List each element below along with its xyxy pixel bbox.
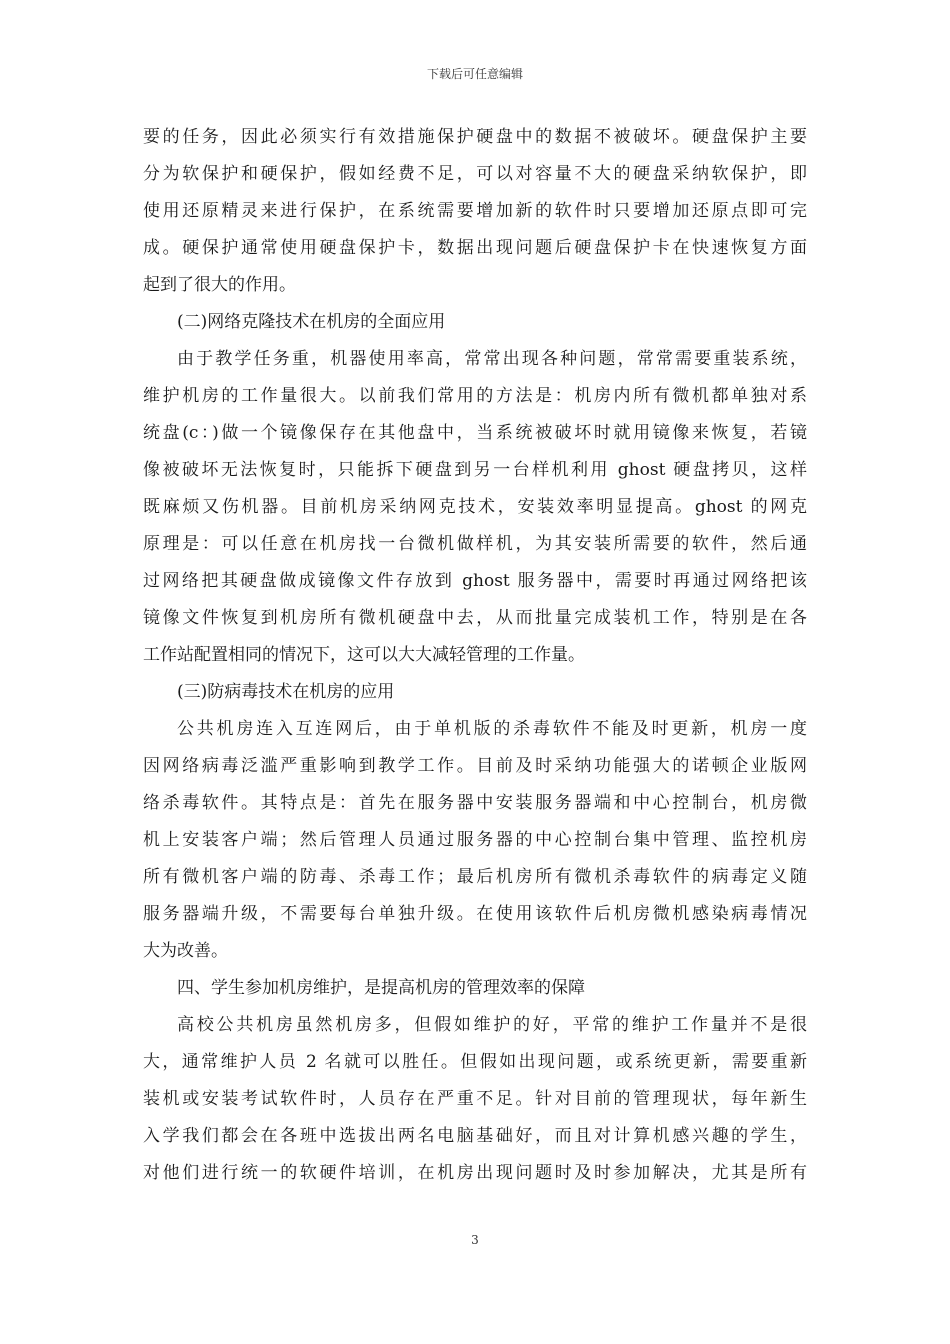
text-line: 公共机房连入互连网后，由于单机版的杀毒软件不能及时更新，机房一度 [177,719,807,739]
text-line: 既麻烦又伤机器。目前机房采纳网克技术，安装效率明显提高。ghost 的网克 [143,497,807,517]
text-line: 维护机房的工作量很大。以前我们常用的方法是：机房内所有微机都单独对系 [143,386,807,406]
text-line: 络杀毒软件。其特点是：首先在服务器中安装服务器端和中心控制台，机房微 [143,793,807,813]
text-line: (二)网络克隆技术在机房的全面应用 [177,312,446,332]
text-line: 机上安装客户端；然后管理人员通过服务器的中心控制台集中管理、监控机房 [143,830,807,850]
page-header: 下载后可任意编辑 [426,67,523,81]
text-line: 过网络把其硬盘做成镜像文件存放到 ghost 服务器中，需要时再通过网络把该 [143,571,807,591]
text-line: 入学我们都会在各班中选拔出两名电脑基础好，而且对计算机感兴趣的学生， [143,1126,807,1146]
text-line: 统盘(c：)做一个镜像保存在其他盘中，当系统被破坏时就用镜像来恢复，若镜 [143,423,807,443]
text-line: 所有微机客户端的防毒、杀毒工作；最后机房所有微机杀毒软件的病毒定义随 [143,867,807,887]
text-line: 起到了很大的作用。 [143,275,296,295]
text-line: 分为软保护和硬保护，假如经费不足，可以对容量不大的硬盘采纳软保护，即 [143,164,807,184]
text-line: 由于教学任务重，机器使用率高，常常出现各种问题，常常需要重装系统， [177,349,807,369]
text-line: (三)防病毒技术在机房的应用 [177,682,395,702]
text-line: 高校公共机房虽然机房多，但假如维护的好，平常的维护工作量并不是很 [177,1015,807,1035]
text-line: 大，通常维护人员 2 名就可以胜任。但假如出现问题，或系统更新，需要重新 [143,1052,807,1072]
body-text [143,119,807,1192]
text-line: 工作站配置相同的情况下，这可以大大减轻管理的工作量。 [143,645,585,665]
text-line: 使用还原精灵来进行保护，在系统需要增加新的软件时只要增加还原点即可完 [143,201,807,221]
text-line: 四、学生参加机房维护，是提高机房的管理效率的保障 [177,978,585,998]
text-line: 大为改善。 [143,941,228,961]
text-line: 原理是：可以任意在机房找一台微机做样机，为其安装所需要的软件，然后通 [143,534,807,554]
text-line: 像被破坏无法恢复时，只能拆下硬盘到另一台样机利用 ghost 硬盘拷贝，这样 [143,460,807,480]
page-number: 3 [471,1233,479,1247]
text-line: 因网络病毒泛滥严重影响到教学工作。目前及时采纳功能强大的诺顿企业版网 [143,756,807,776]
text-line: 成。硬保护通常使用硬盘保护卡，数据出现问题后硬盘保护卡在快速恢复方面 [143,238,807,258]
text-line: 要的任务，因此必须实行有效措施保护硬盘中的数据不被破坏。硬盘保护主要 [143,127,807,147]
text-line: 装机或安装考试软件时，人员存在严重不足。针对目前的管理现状，每年新生 [143,1089,807,1109]
text-line: 对他们进行统一的软硬件培训，在机房出现问题时及时参加解决，尤其是所有 [143,1163,807,1183]
text-line: 镜像文件恢复到机房所有微机硬盘中去，从而批量完成装机工作，特别是在各 [143,608,807,628]
text-line: 服务器端升级，不需要每台单独升级。在使用该软件后机房微机感染病毒情况 [143,904,807,924]
